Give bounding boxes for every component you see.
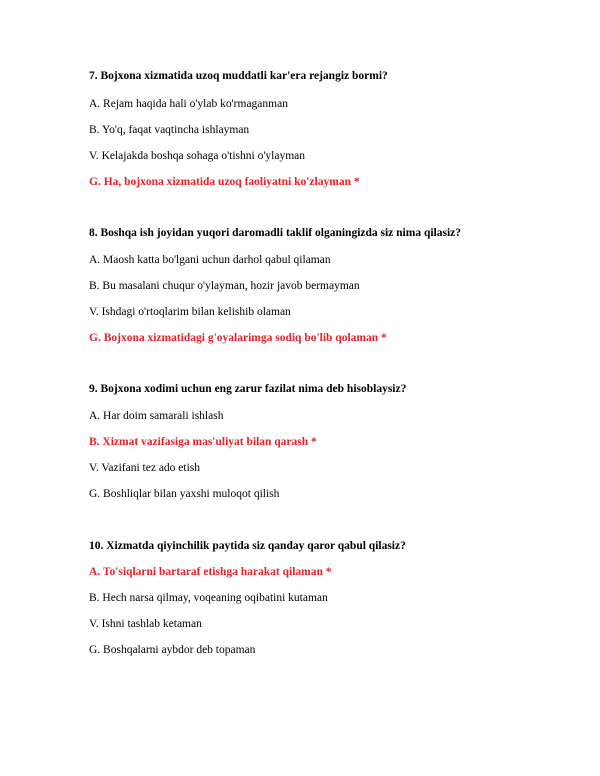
question-8: 8. Boshqa ish joyidan yuqori daromadli taklif olganingizda siz nima qilasiz? [89, 227, 462, 239]
question-7-option-b: B. Yo'q, faqat vaqtincha ishlayman [89, 124, 250, 136]
question-7-option-v: V. Kelajakda boshqa sohaga o'tishni o'ylayman [89, 150, 306, 162]
question-10-option-v: V. Ishni tashlab ketaman [89, 618, 202, 630]
question-7-option-a: A. Rejam haqida hali o'ylab ko'rmaganman [89, 98, 288, 110]
question-7-option-g-correct: G. Ha, bojxona xizmatida uzoq faoliyatni ko'zlayman * [89, 176, 360, 188]
question-10-option-a-correct: A. To'siqlarni bartaraf etishga harakat qilaman * [89, 566, 332, 578]
question-8-option-a: A. Maosh katta bo'lgani uchun darhol qabul qilaman [89, 254, 331, 266]
question-8-option-b: B. Bu masalani chuqur o'ylayman, hozir javob bermayman [89, 280, 360, 292]
question-8-option-g-correct: G. Bojxona xizmatidagi g'oyalarimga sodiq bo'lib qolaman * [89, 332, 387, 344]
question-8-option-v: V. Ishdagi o'rtoqlarim bilan kelishib olaman [89, 306, 291, 318]
question-7: 7. Bojxona xizmatida uzoq muddatli kar'era rejangiz bormi? [89, 70, 388, 82]
question-9-option-v: V. Vazifani tez ado etish [89, 462, 201, 474]
question-9-option-a: A. Har doim samarali ishlash [89, 410, 224, 422]
question-10-option-g: G. Boshqalarni aybdor deb topaman [89, 644, 256, 656]
question-9-option-g: G. Boshliqlar bilan yaxshi muloqot qilish [89, 488, 280, 500]
question-10-option-b: B. Hech narsa qilmay, voqeaning oqibatini kutaman [89, 592, 328, 604]
question-9: 9. Bojxona xodimi uchun eng zarur fazilat nima deb hisoblaysiz? [89, 383, 407, 395]
question-9-option-b-correct: B. Xizmat vazifasiga mas'uliyat bilan qarash * [89, 436, 317, 448]
question-10: 10. Xizmatda qiyinchilik paytida siz qanday qaror qabul qilasiz? [89, 540, 406, 552]
